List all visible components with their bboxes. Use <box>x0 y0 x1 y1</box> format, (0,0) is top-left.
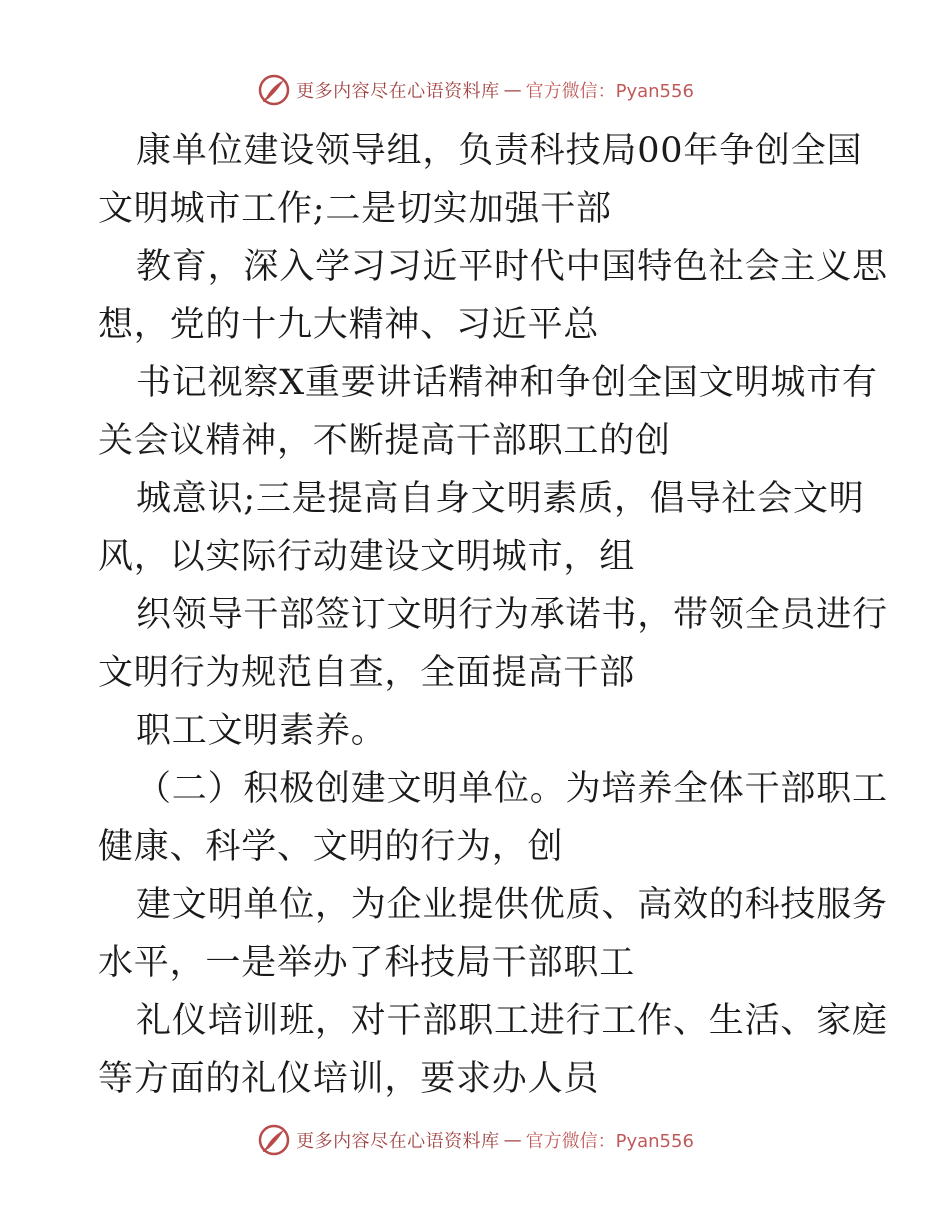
body-line: 水平，一是举办了科技局干部职工 <box>98 943 636 983</box>
body-line: 建文明单位，为企业提供优质、高效的科技服务 <box>136 885 888 925</box>
body-line: 礼仪培训班，对干部职工进行工作、生活、家庭 <box>136 1001 888 1041</box>
quill-logo-icon <box>256 1122 292 1158</box>
body-line: 职工文明素养。 <box>136 711 387 751</box>
footer-watermark <box>0 1120 950 1160</box>
body-line: 等方面的礼仪培训，要求办人员 <box>98 1059 600 1099</box>
watermark-text: 更多内容尽在心语资料库 <box>296 1131 500 1152</box>
body-line: 文明行为规范自查，全面提高干部 <box>98 653 636 693</box>
body-line: （二）积极创建文明单位。为培养全体干部职工 <box>136 769 888 809</box>
body-line: 风，以实际行动建设文明城市，组 <box>98 537 636 577</box>
body-line: 康单位建设领导组，负责科技局00年争创全国 <box>136 131 863 171</box>
body-line: 教育，深入学习习近平时代中国特色社会主义思 <box>136 247 888 287</box>
body-line: 城意识;三是提高自身文明素质，倡导社会文明 <box>136 479 865 519</box>
body-line: 文明城市工作;二是切实加强干部 <box>98 189 612 229</box>
body-line: 关会议精神，不断提高干部职工的创 <box>98 421 671 461</box>
quill-logo-icon <box>256 72 292 108</box>
watermark-dash: — <box>503 79 522 101</box>
watermark-text: 更多内容尽在心语资料库 <box>296 81 500 102</box>
header-watermark <box>0 70 950 110</box>
watermark-dash: — <box>503 1129 522 1151</box>
body-line: 书记视察X重要讲话精神和争创全国文明城市有 <box>136 363 878 403</box>
body-line: 织领导干部签订文明行为承诺书，带领全员进行 <box>136 595 888 635</box>
watermark-contact: 官方微信：Pyan556 <box>525 81 694 102</box>
watermark-contact: 官方微信：Pyan556 <box>525 1131 694 1152</box>
body-line: 想，党的十九大精神、习近平总 <box>98 305 600 345</box>
body-line: 健康、科学、文明的行为，创 <box>98 827 564 867</box>
